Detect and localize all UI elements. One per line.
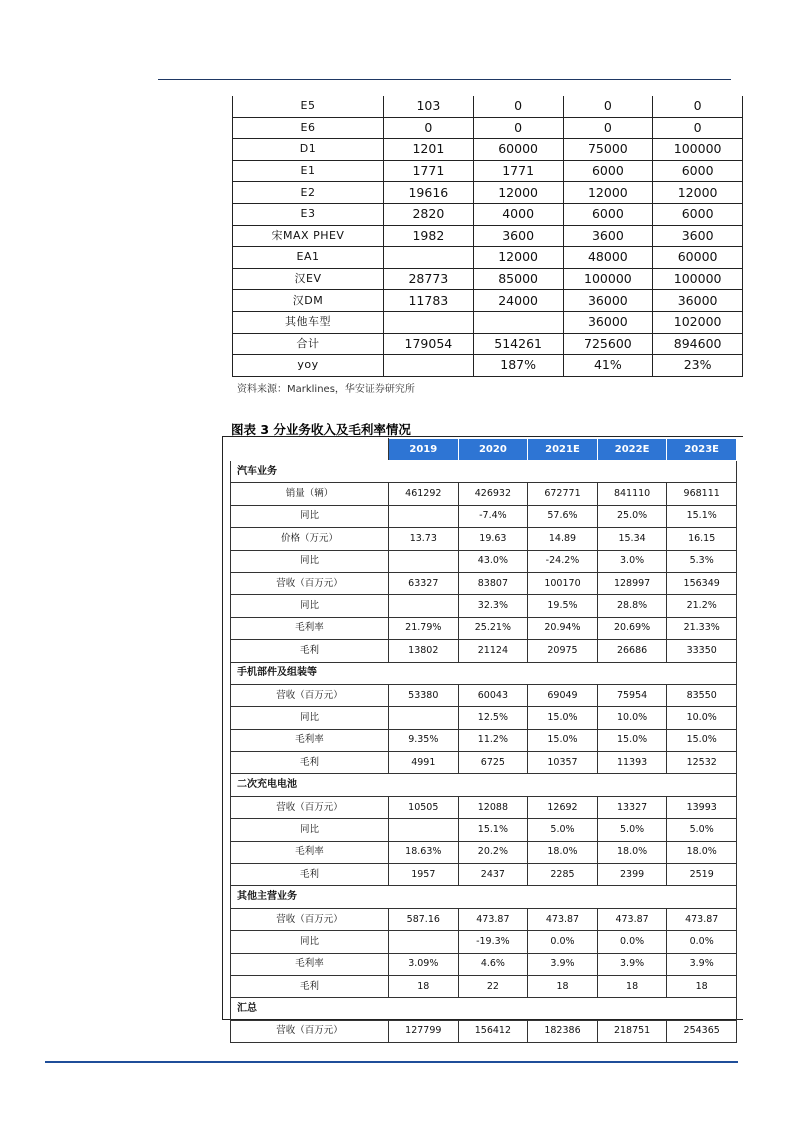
value-cell: 10.0% [597,707,667,729]
value-cell: 9.35% [389,729,459,751]
header-cell-2019: 2019 [389,439,459,461]
value-cell: 60000 [473,139,563,161]
value-cell: 25.0% [597,505,667,527]
table1-row [233,96,743,117]
value-cell: 83550 [667,684,737,706]
value-cell: 841110 [597,483,667,505]
value-cell: 1957 [389,864,459,886]
table2-row [231,841,737,863]
value-cell: 0 [563,117,653,139]
value-cell: 3.9% [597,953,667,975]
value-cell: 2820 [384,203,474,225]
value-cell: 48000 [563,247,653,269]
header-rule [158,79,731,80]
value-cell: 12000 [653,182,743,204]
model-name-cell: 汉EV [233,268,384,290]
value-cell: 15.34 [597,528,667,550]
value-cell: 2519 [667,864,737,886]
value-cell: 3.9% [667,953,737,975]
value-cell: 21.79% [389,617,459,639]
value-cell: 3.0% [597,550,667,572]
value-cell: 12000 [473,182,563,204]
metric-label-cell: 营收（百万元） [231,684,389,706]
table2-row [231,864,737,886]
value-cell: 15.0% [667,729,737,751]
value-cell: 2399 [597,864,667,886]
value-cell: 10505 [389,796,459,818]
value-cell: 12532 [667,752,737,774]
model-name-cell: 其他车型 [233,311,384,333]
section-row [231,662,737,684]
value-cell: 10.0% [667,707,737,729]
metric-label-cell: 毛利 [231,864,389,886]
value-cell: 13993 [667,796,737,818]
metric-label-cell: 毛利 [231,975,389,997]
model-name-cell: E6 [233,117,384,139]
value-cell: 36000 [653,290,743,312]
value-cell: 13327 [597,796,667,818]
value-cell: 15.0% [528,729,598,751]
value-cell: 20975 [528,640,598,662]
value-cell: -24.2% [528,550,598,572]
table1-row [233,311,743,333]
value-cell: 102000 [653,311,743,333]
value-cell: 0 [563,96,653,117]
value-cell: 100000 [563,268,653,290]
value-cell: 18 [597,975,667,997]
value-cell: 426932 [458,483,528,505]
model-name-cell: 合计 [233,333,384,355]
value-cell: 18.0% [667,841,737,863]
value-cell: 33350 [667,640,737,662]
value-cell [389,595,459,617]
value-cell: 473.87 [458,908,528,930]
metric-label-cell: 毛利 [231,752,389,774]
metric-label-cell: 同比 [231,505,389,527]
value-cell: 12088 [458,796,528,818]
table2-row [231,595,737,617]
value-cell: 21.2% [667,595,737,617]
value-cell: 725600 [563,333,653,355]
value-cell [384,355,474,377]
value-cell: 1771 [473,160,563,182]
value-cell: 587.16 [389,908,459,930]
value-cell: 18 [528,975,598,997]
value-cell [473,311,563,333]
value-cell: 1982 [384,225,474,247]
value-cell: 41% [563,355,653,377]
value-cell: 26686 [597,640,667,662]
sales-volume-table [232,96,743,377]
value-cell: 18.0% [597,841,667,863]
value-cell: 12692 [528,796,598,818]
table1-source-note: 资料来源：Marklines，华安证券研究所 [237,384,415,395]
metric-label-cell: 同比 [231,931,389,953]
model-name-cell: E5 [233,96,384,117]
section-row [231,774,737,796]
value-cell: 3.9% [528,953,598,975]
table2-row [231,617,737,639]
value-cell: 16.15 [667,528,737,550]
section-title: 汽车业务 [231,461,737,483]
value-cell: 57.6% [528,505,598,527]
section-title: 其他主营业务 [231,886,737,908]
metric-label-cell: 价格（万元） [231,528,389,550]
value-cell: 968111 [667,483,737,505]
value-cell: 21.33% [667,617,737,639]
table2-row [231,528,737,550]
value-cell: 100170 [528,572,598,594]
value-cell: 6725 [458,752,528,774]
value-cell: 12.5% [458,707,528,729]
section-title: 汇总 [231,998,737,1020]
value-cell: 28.8% [597,595,667,617]
value-cell: 4.6% [458,953,528,975]
table2-row [231,483,737,505]
value-cell: 156412 [458,1020,528,1042]
metric-label-cell: 营收（百万元） [231,796,389,818]
section-row [231,998,737,1020]
section-row [231,886,737,908]
table1-row [233,290,743,312]
value-cell: 254365 [667,1020,737,1042]
value-cell: 5.3% [667,550,737,572]
metric-label-cell: 毛利率 [231,617,389,639]
table2-row [231,684,737,706]
table2-row [231,819,737,841]
value-cell: 85000 [473,268,563,290]
metric-label-cell: 营收（百万元） [231,908,389,930]
table2-row [231,707,737,729]
table1-row [233,160,743,182]
value-cell [389,819,459,841]
value-cell: 19616 [384,182,474,204]
value-cell: 15.0% [597,729,667,751]
model-name-cell: 汉DM [233,290,384,312]
value-cell: 128997 [597,572,667,594]
table1-row [233,182,743,204]
value-cell: 83807 [458,572,528,594]
value-cell: 13.73 [389,528,459,550]
value-cell: 22 [458,975,528,997]
value-cell: 473.87 [528,908,598,930]
value-cell: 20.69% [597,617,667,639]
table2-row [231,640,737,662]
value-cell: 75000 [563,139,653,161]
value-cell: 2437 [458,864,528,886]
value-cell: 12000 [563,182,653,204]
value-cell: 20.2% [458,841,528,863]
metric-label-cell: 毛利率 [231,953,389,975]
value-cell: 21124 [458,640,528,662]
value-cell: 36000 [563,290,653,312]
value-cell: 3600 [473,225,563,247]
value-cell: 473.87 [597,908,667,930]
value-cell: 28773 [384,268,474,290]
header-cell-2022e: 2022E [597,439,667,461]
value-cell: 14.89 [528,528,598,550]
table2-row [231,975,737,997]
section-title: 手机部件及组装等 [231,662,737,684]
table2-row [231,572,737,594]
table2-row [231,908,737,930]
value-cell: 0.0% [528,931,598,953]
value-cell: 18 [667,975,737,997]
value-cell: 179054 [384,333,474,355]
value-cell: 100000 [653,268,743,290]
value-cell: 24000 [473,290,563,312]
header-cell-2023e: 2023E [667,439,737,461]
value-cell: 3600 [653,225,743,247]
value-cell: 11393 [597,752,667,774]
value-cell: 23% [653,355,743,377]
value-cell: 15.0% [528,707,598,729]
value-cell: 672771 [528,483,598,505]
value-cell: 43.0% [458,550,528,572]
value-cell: 12000 [473,247,563,269]
value-cell: 5.0% [667,819,737,841]
value-cell: 0 [653,96,743,117]
value-cell: 461292 [389,483,459,505]
metric-label-cell: 同比 [231,707,389,729]
table1-row [233,355,743,377]
value-cell [389,931,459,953]
metric-label-cell: 同比 [231,550,389,572]
table1-row [233,139,743,161]
model-name-cell: E1 [233,160,384,182]
value-cell: 894600 [653,333,743,355]
value-cell: 6000 [653,160,743,182]
value-cell: 3600 [563,225,653,247]
value-cell: 6000 [563,160,653,182]
value-cell [389,550,459,572]
value-cell [389,707,459,729]
value-cell: 53380 [389,684,459,706]
value-cell [389,505,459,527]
value-cell: 182386 [528,1020,598,1042]
value-cell: 15.1% [667,505,737,527]
value-cell: 32.3% [458,595,528,617]
table2-header-row [231,439,737,461]
value-cell: 6000 [563,203,653,225]
table1-row [233,268,743,290]
model-name-cell: EA1 [233,247,384,269]
table2-row [231,931,737,953]
value-cell: 60000 [653,247,743,269]
metric-label-cell: 同比 [231,595,389,617]
header-cell-2020: 2020 [458,439,528,461]
value-cell: 11.2% [458,729,528,751]
value-cell: 18.0% [528,841,598,863]
value-cell: 0 [653,117,743,139]
value-cell [384,311,474,333]
model-name-cell: 宋MAX PHEV [233,225,384,247]
table1-row [233,117,743,139]
value-cell: 75954 [597,684,667,706]
value-cell: 19.63 [458,528,528,550]
value-cell [384,247,474,269]
table2-row [231,729,737,751]
value-cell: 25.21% [458,617,528,639]
value-cell: 20.94% [528,617,598,639]
value-cell: 19.5% [528,595,598,617]
value-cell: -7.4% [458,505,528,527]
value-cell: 100000 [653,139,743,161]
value-cell: 13802 [389,640,459,662]
value-cell: 4000 [473,203,563,225]
metric-label-cell: 同比 [231,819,389,841]
table2-row [231,505,737,527]
value-cell: 5.0% [528,819,598,841]
value-cell: 11783 [384,290,474,312]
table2-row [231,796,737,818]
value-cell: 1771 [384,160,474,182]
value-cell: 18 [389,975,459,997]
value-cell: 2285 [528,864,598,886]
model-name-cell: E2 [233,182,384,204]
table2-row [231,752,737,774]
value-cell: 127799 [389,1020,459,1042]
model-name-cell: E3 [233,203,384,225]
metric-label-cell: 营收（百万元） [231,572,389,594]
metric-label-cell: 销量（辆） [231,483,389,505]
value-cell: 15.1% [458,819,528,841]
value-cell: 156349 [667,572,737,594]
table1-row [233,225,743,247]
value-cell: 4991 [389,752,459,774]
table1-row [233,203,743,225]
header-cell-2021e: 2021E [528,439,598,461]
metric-label-cell: 毛利率 [231,729,389,751]
value-cell: 0 [473,96,563,117]
table2-row [231,953,737,975]
value-cell: 18.63% [389,841,459,863]
model-name-cell: yoy [233,355,384,377]
table1-row [233,247,743,269]
value-cell: 63327 [389,572,459,594]
figure-3-title: 图表 3 分业务收入及毛利率情况 [231,422,411,437]
value-cell: 0.0% [667,931,737,953]
segment-revenue-table [230,438,737,1043]
table2-row [231,550,737,572]
value-cell: 60043 [458,684,528,706]
value-cell: 218751 [597,1020,667,1042]
metric-label-cell: 营收（百万元） [231,1020,389,1042]
footer-rule [45,1061,738,1063]
value-cell: 473.87 [667,908,737,930]
value-cell: 0 [473,117,563,139]
value-cell: 36000 [563,311,653,333]
metric-label-cell: 毛利率 [231,841,389,863]
value-cell: -19.3% [458,931,528,953]
table2-row [231,1020,737,1042]
value-cell: 5.0% [597,819,667,841]
section-title: 二次充电电池 [231,774,737,796]
value-cell: 514261 [473,333,563,355]
model-name-cell: D1 [233,139,384,161]
value-cell: 187% [473,355,563,377]
header-cell-blank [231,439,389,461]
value-cell: 1201 [384,139,474,161]
section-row [231,461,737,483]
value-cell: 69049 [528,684,598,706]
value-cell: 6000 [653,203,743,225]
value-cell: 103 [384,96,474,117]
value-cell: 3.09% [389,953,459,975]
table1-row [233,333,743,355]
metric-label-cell: 毛利 [231,640,389,662]
value-cell: 0.0% [597,931,667,953]
value-cell: 10357 [528,752,598,774]
value-cell: 0 [384,117,474,139]
